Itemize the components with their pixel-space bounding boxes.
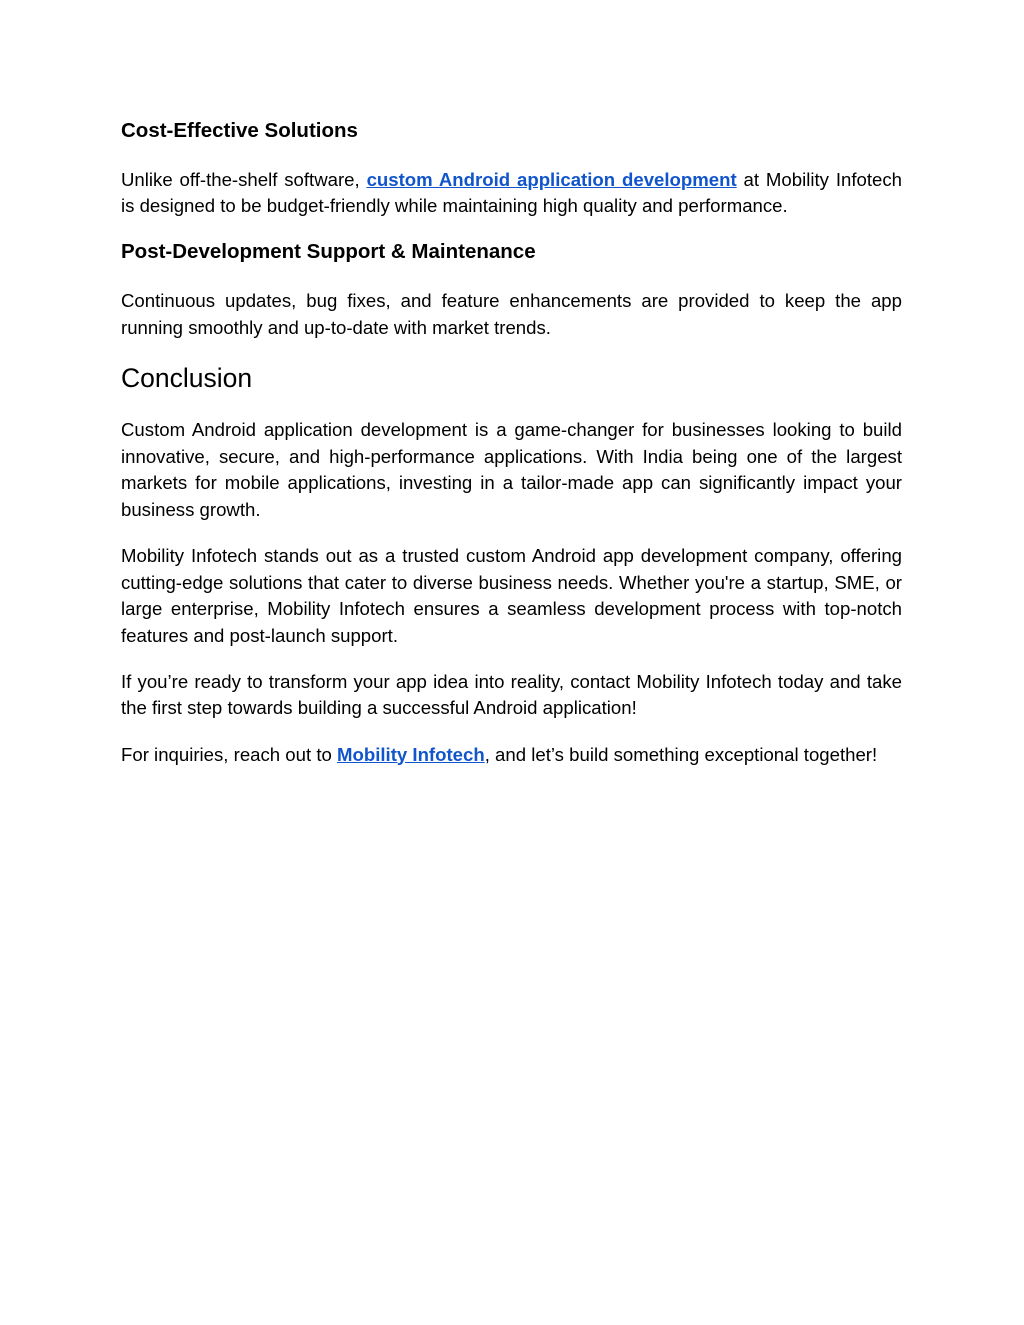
- heading-conclusion: Conclusion: [121, 362, 253, 393]
- heading-cost-effective-solutions: Cost-Effective Solutions: [121, 119, 358, 142]
- inquiry-text-before: For inquiries, reach out to: [121, 743, 337, 765]
- heading-post-development-support: Post-Development Support & Maintenance: [121, 240, 536, 264]
- cost-text-before: Unlike off-the-shelf software,: [121, 168, 367, 190]
- custom-android-development-link[interactable]: custom Android application development: [366, 168, 737, 190]
- cost-text-after: at Mobility Infotech is designed to be budget-friendly while maintaining high quality and performance.: [121, 168, 902, 217]
- paragraph-conclusion-4: [121, 742, 902, 769]
- paragraph-conclusion-1: Custom Android application development is a game-changer for businesses looking to build innovative, secure, and high-performance applications. With India being one of the largest markets for mobile applications, investing in a tailor-made app can significantly impact your business growth.: [121, 419, 902, 520]
- paragraph-conclusion-2: Mobility Infotech stands out as a trusted custom Android app development company, offering cutting-edge solutions that cater to diverse business needs. Whether you're a startup, SME, or large enterprise, Mobility Infotech ensures a seamless development process with top-notch features and post-launch support.: [121, 544, 902, 646]
- mobility-infotech-link[interactable]: Mobility Infotech: [337, 743, 485, 765]
- document-body: [121, 118, 902, 788]
- inquiry-text-after: , and let’s build something exceptional together!: [484, 743, 878, 765]
- paragraph-cost-effective: [121, 167, 902, 220]
- paragraph-conclusion-3: If you’re ready to transform your app idea into reality, contact Mobility Infotech today and take the first step towards building a successful Android application!: [121, 670, 902, 719]
- paragraph-support: Continuous updates, bug fixes, and feature enhancements are provided to keep the app running smoothly and up-to-date with market trends.: [121, 289, 902, 338]
